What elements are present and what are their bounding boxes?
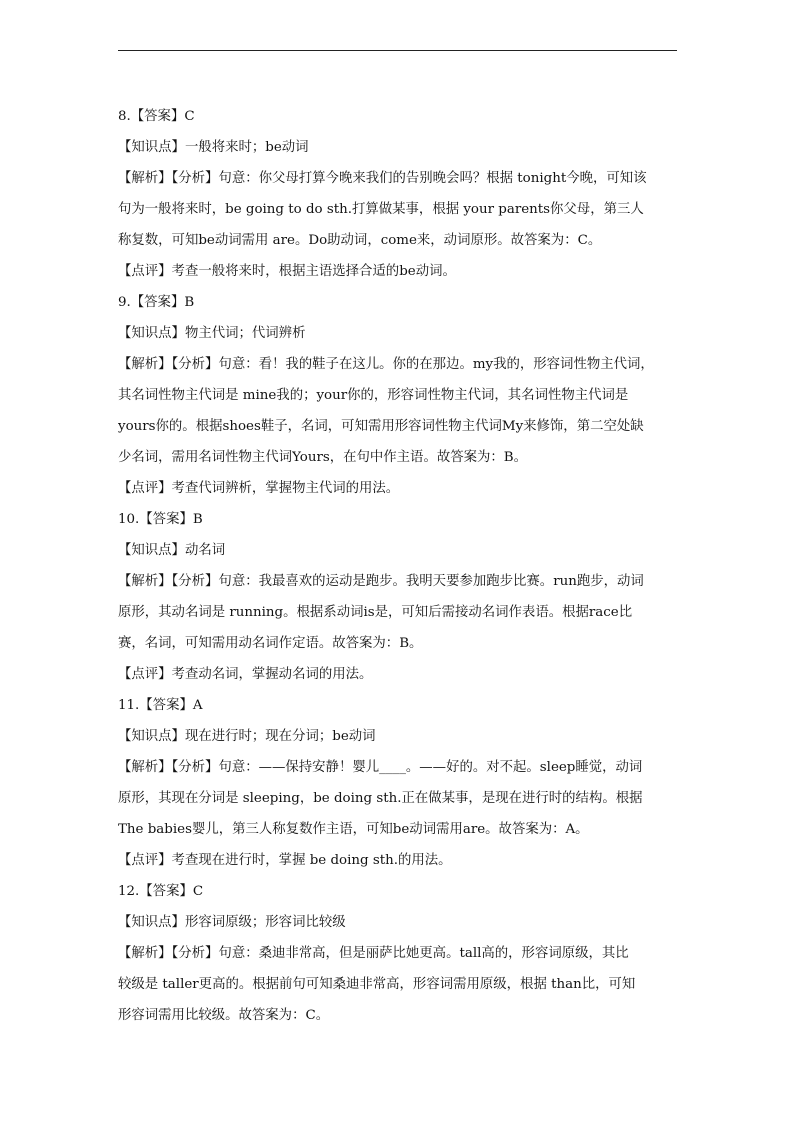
q10-analysis-line: 【解析】【分析】句意：我最喜欢的运动是跑步。我明天要参加跑步比赛。run跑步，动词: [118, 574, 644, 589]
q11-comment-line: 【点评】考查现在进行时，掌握 be doing sth.的用法。: [118, 853, 452, 868]
q9-answer-line: 9.【答案】B: [118, 295, 195, 310]
q10-answer-line: 10.【答案】B: [118, 512, 203, 527]
q10-analysis-line: 赛，名词，可知需用动名词作定语。故答案为：B。: [118, 636, 423, 651]
q12-knowledge-line: 【知识点】形容词原级；形容词比较级: [118, 915, 346, 930]
q8-answer-line: 8.【答案】C: [118, 109, 195, 124]
q12-analysis-line: 较级是 taller更高的。根据前句可知桑迪非常高，形容词需用原级，根据 than比，可知: [118, 977, 636, 992]
q8-analysis-line: 【解析】【分析】句意：你父母打算今晚来我们的告别晚会吗？根据 tonight今晚，可知该: [118, 171, 647, 186]
q10-analysis-line: 原形，其动名词是 running。根据系动词is是，可知后需接动名词作表语。根据race比: [118, 605, 633, 620]
q12-analysis-line: 形容词需用比较级。故答案为：C。: [118, 1008, 330, 1023]
q11-analysis-line: The babies婴儿，第三人称复数作主语，可知be动词需用are。故答案为：A。: [118, 822, 589, 837]
q11-answer-line: 11.【答案】A: [118, 698, 203, 713]
q12-answer-line: 12.【答案】C: [118, 884, 204, 899]
q10-comment-line: 【点评】考查动名词，掌握动名词的用法。: [118, 667, 373, 682]
header-rule: [118, 50, 677, 51]
q11-analysis-line: 【解析】【分析】句意：——保持安静！婴儿____。——好的。对不起。sleep睡觉，动词: [118, 760, 643, 775]
document-body: [118, 101, 678, 1031]
q11-knowledge-line: 【知识点】现在进行时；现在分词；be动词: [118, 729, 376, 744]
q12-analysis-line: 【解析】【分析】句意：桑迪非常高，但是丽萨比她更高。tall高的，形容词原级，其比: [118, 946, 629, 961]
q9-analysis-line: 【解析】【分析】句意：看！我的鞋子在这儿。你的在那边。my我的，形容词性物主代词，: [118, 357, 654, 372]
q8-comment-line: 【点评】考查一般将来时，根据主语选择合适的be动词。: [118, 264, 456, 279]
q9-analysis-line: 其名词性物主代词是 mine我的；your你的，形容词性物主代词，其名词性物主代词是: [118, 388, 629, 403]
q9-analysis-line: yours你的。根据shoes鞋子，名词，可知需用形容词性物主代词My来修饰，第二空处缺: [118, 419, 644, 434]
q8-analysis-line: 句为一般将来时，be going to do sth.打算做某事，根据 your parents你父母，第三人: [118, 202, 644, 217]
q9-knowledge-line: 【知识点】物主代词；代词辨析: [118, 326, 306, 341]
q9-comment-line: 【点评】考查代词辨析，掌握物主代词的用法。: [118, 481, 400, 496]
q10-knowledge-line: 【知识点】动名词: [118, 543, 226, 558]
q8-analysis-line: 称复数，可知be动词需用 are。Do助动词，come来，动词原形。故答案为：C。: [118, 233, 602, 248]
q9-analysis-line: 少名词，需用名词性物主代词Yours，在句中作主语。故答案为：B。: [118, 450, 528, 465]
q11-analysis-line: 原形，其现在分词是 sleeping，be doing sth.正在做某事，是现在进行时的结构。根据: [118, 791, 643, 806]
q8-knowledge-line: 【知识点】一般将来时；be动词: [118, 140, 309, 155]
